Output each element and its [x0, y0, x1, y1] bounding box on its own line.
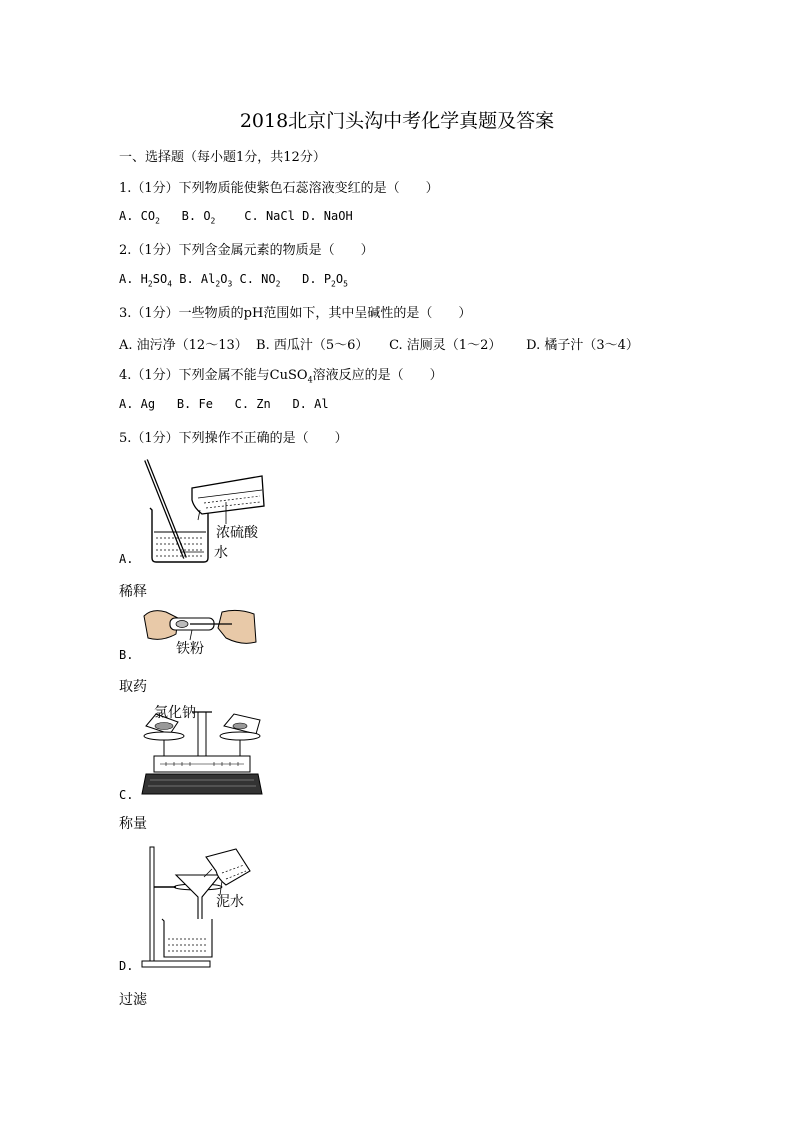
option-b-caption: 取药 [119, 679, 147, 695]
question-1-options [119, 209, 353, 225]
label-sodium-chloride: 氯化钠 [154, 705, 196, 721]
q1-option-a: A. $CO_2$ [119, 209, 160, 226]
question-4: 4.（1分）下列金属不能与CuSO$_4$溶液反应的是（ ） [119, 368, 443, 385]
question-3-options [119, 334, 639, 353]
figure-dilution [140, 458, 280, 568]
q4-option-a: A. Ag [119, 397, 156, 411]
page-title: 2018北京门头沟中考化学真题及答案 [239, 110, 555, 132]
question-2: 2.（1分）下列含金属元素的物质是（ ） [119, 243, 374, 258]
q4-option-d: D. Al [292, 397, 329, 411]
question-5: 5.（1分）下列操作不正确的是（ ） [119, 431, 348, 446]
option-d-letter: D. [119, 959, 134, 973]
q1-option-d: D. NaOH [302, 209, 353, 223]
q1-option-b: B. $O_2$ [181, 209, 216, 226]
q4-option-b: B. Fe [176, 397, 213, 411]
q2-option-d: D. $P_2O_5$ [302, 272, 348, 289]
option-a-caption: 稀释 [119, 584, 147, 600]
q3-option-a: A. 油污净（12～13） [119, 338, 248, 353]
question-1: 1.（1分）下列物质能使紫色石蕊溶液变红的是（ ） [119, 181, 439, 196]
section-heading: 一、选择题（每小题1分，共12分） [119, 150, 326, 165]
label-muddy-water: 泥水 [216, 894, 244, 910]
q3-option-c: C. 洁厕灵（1～2） [389, 338, 502, 353]
figure-weighing [140, 700, 264, 800]
option-c-letter: C. [119, 788, 134, 802]
label-water: 水 [214, 545, 228, 561]
figure-taking-powder [142, 606, 258, 657]
q3-option-d: D. 橘子汁（3～4） [526, 338, 639, 353]
q2-option-b: B. $Al_2O_3$ [179, 272, 233, 289]
option-b-letter: B. [119, 648, 134, 662]
question-3: 3.（1分）一些物质的pH范围如下，其中呈碱性的是（ ） [119, 306, 472, 321]
q3-option-b: B. 西瓜汁（5～6） [256, 338, 369, 353]
question-4-options [119, 397, 329, 411]
option-a-letter: A. [119, 552, 134, 566]
option-d-caption: 过滤 [119, 992, 147, 1008]
option-c-caption: 称量 [119, 816, 147, 832]
q1-option-c: C. NaCl [244, 209, 295, 223]
question-2-options [119, 272, 348, 288]
figure-filtration [140, 845, 260, 971]
q2-option-a: A. $H_2SO_4$ [119, 272, 173, 289]
q2-option-c: C. $NO_2$ [239, 272, 281, 289]
q4-option-c: C. Zn [234, 397, 271, 411]
label-concentrated-acid: 浓硫酸 [216, 525, 258, 541]
label-iron-powder: 铁粉 [176, 641, 204, 657]
